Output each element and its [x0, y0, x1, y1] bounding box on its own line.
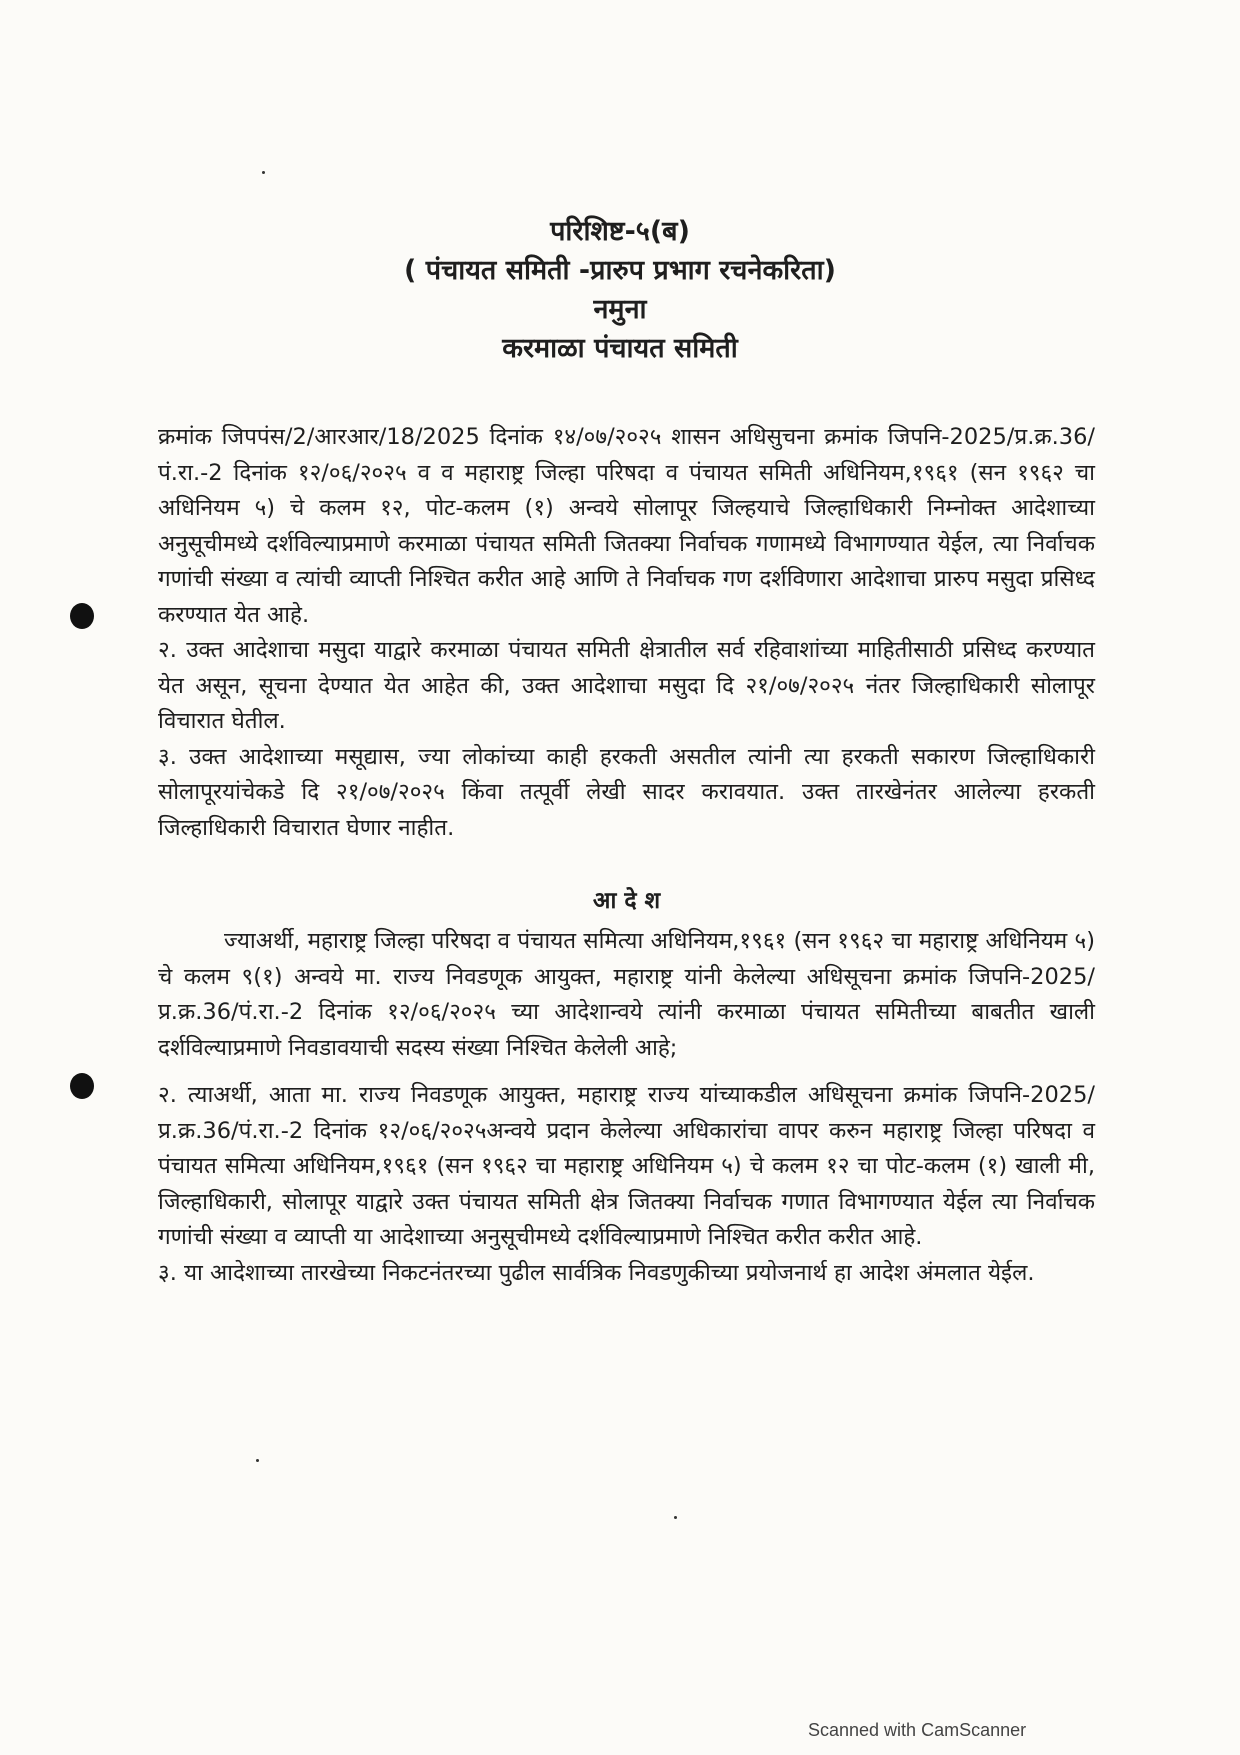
notice-paragraph-2: २. उक्त आदेशाचा मसुदा याद्वारे करमाळा पंचायत समिती क्षेत्रातील सर्व रहिवाशांच्या माहितीसाठी प्रसिध्द करण्यात येत असून, सूचना देण्यात येत आहेत की, उक्त आदेशाचा मसुदा दि २१/०७/२०२५ नंतर जिल्हाधिकारी सोलापूर विचारात घेतील.	[158, 637, 1095, 734]
appendix-title: परिशिष्ट-५(ब)	[550, 216, 690, 247]
notice-paragraph-1: क्रमांक जिपपंस/2/आरआर/18/2025 दिनांक १४/०७/२०२५ शासन अधिसुचना क्रमांक जिपनि-2025/प्र.क्र.36/पं.रा.-2 दिनांक १२/०६/२०२५ व व महाराष्ट्र जिल्हा परिषदा व पंचायत समिती अधिनियम,१९६१ (सन १९६२ चा अधिनियम ५) चे कलम १२, पोट-कलम (१) अन्वये सोलापूर जिल्हयाचे जिल्हाधिकारी निम्नोक्त आदेशाच्या अनुसूचीमध्ये दर्शविल्याप्रमाणे करमाळा पंचायत समिती जितक्या निर्वाचक गणामध्ये विभागण्यात येईल, त्या निर्वाचक गणांची संख्या व त्यांची व्याप्ती निश्चित करीत आहे आणि ते निर्वाचक गण दर्शविणारा आदेशाचा प्रारुप मसुदा प्रसिध्द करण्यात येत आहे.	[158, 424, 1095, 628]
committee-name: करमाळा पंचायत समिती	[502, 333, 738, 364]
notice-paragraph-3: ३. उक्त आदेशाच्या मसूद्यास, ज्या लोकांच्या काही हरकती असतील त्यांनी त्या हरकती सकारण जिल्हाधिकारी सोलापूरयांचेकडे दि २१/०७/२०२५ किंवा तत्पूर्वी लेखी सादर करावयात. उक्त तारखेनंतर आलेल्या हरकती जिल्हाधिकारी विचारात घेणार नाहीत.	[158, 743, 1095, 841]
scan-speck	[674, 1516, 677, 1519]
order-paragraph-2: २. त्याअर्थी, आता मा. राज्य निवडणूक आयुक्त, महाराष्ट्र राज्य यांच्याकडील अधिसूचना क्रमांक जिपनि-2025/प्र.क्र.36/पं.रा.-2 दिनांक १२/०६/२०२५अन्वये प्रदान केलेल्या अधिकारांचा वापर करुन महाराष्ट्र जिल्हा परिषदा व पंचायत समित्या अधिनियम,१९६१ (सन १९६२ चा महाराष्ट्र अधिनियम ५) चे कलम १२ चा पोट-कलम (१) खाली मी, जिल्हाधिकारी, सोलापूर याद्वारे उक्त पंचायत समिती क्षेत्र जितक्या निर्वाचक गणात विभागण्यात येईल त्या निर्वाचक गणांची संख्या व व्याप्ती या आदेशाच्या अनुसूचीमध्ये दर्शविल्याप्रमाणे निश्चित करीत करीत आहे.	[158, 1082, 1095, 1250]
heading-subtitle: ( पंचायत समिती -प्रारुप प्रभाग रचनेकरिता)	[404, 255, 836, 286]
document-heading	[0, 212, 1240, 368]
punch-hole	[70, 1073, 94, 1099]
scan-speck	[256, 1459, 259, 1462]
paragraph-spacer	[158, 1066, 1095, 1078]
heading-sample-label: नमुना	[593, 294, 647, 325]
scan-speck	[262, 171, 265, 174]
punch-hole	[70, 603, 94, 629]
order-paragraph-3: ३. या आदेशाच्या तारखेच्या निकटनंतरच्या पुढील सार्वत्रिक निवडणुकीच्या प्रयोजनार्थ हा आदेश अंमलात येईल.	[158, 1259, 1035, 1286]
order-paragraph-1: ज्याअर्थी, महाराष्ट्र जिल्हा परिषदा व पंचायत समित्या अधिनियम,१९६१ (सन १९६२ चा महाराष्ट्र अधिनियम ५) चे कलम ९(१) अन्वये मा. राज्य निवडणूक आयुक्त, महाराष्ट्र यांनी केलेल्या अधिसूचना क्रमांक जिपनि-2025/प्र.क्र.36/पं.रा.-2 दिनांक १२/०६/२०२५ च्या आदेशान्वये त्यांनी करमाळा पंचायत समितीच्या बाबतीत खाली दर्शविल्याप्रमाणे निवडावयाची सदस्य संख्या निश्चित केलेली आहे;	[158, 928, 1095, 1061]
document-body	[158, 420, 1095, 1291]
scanner-watermark: Scanned with CamScanner	[808, 1720, 1027, 1740]
order-title: आ दे श	[592, 888, 661, 914]
